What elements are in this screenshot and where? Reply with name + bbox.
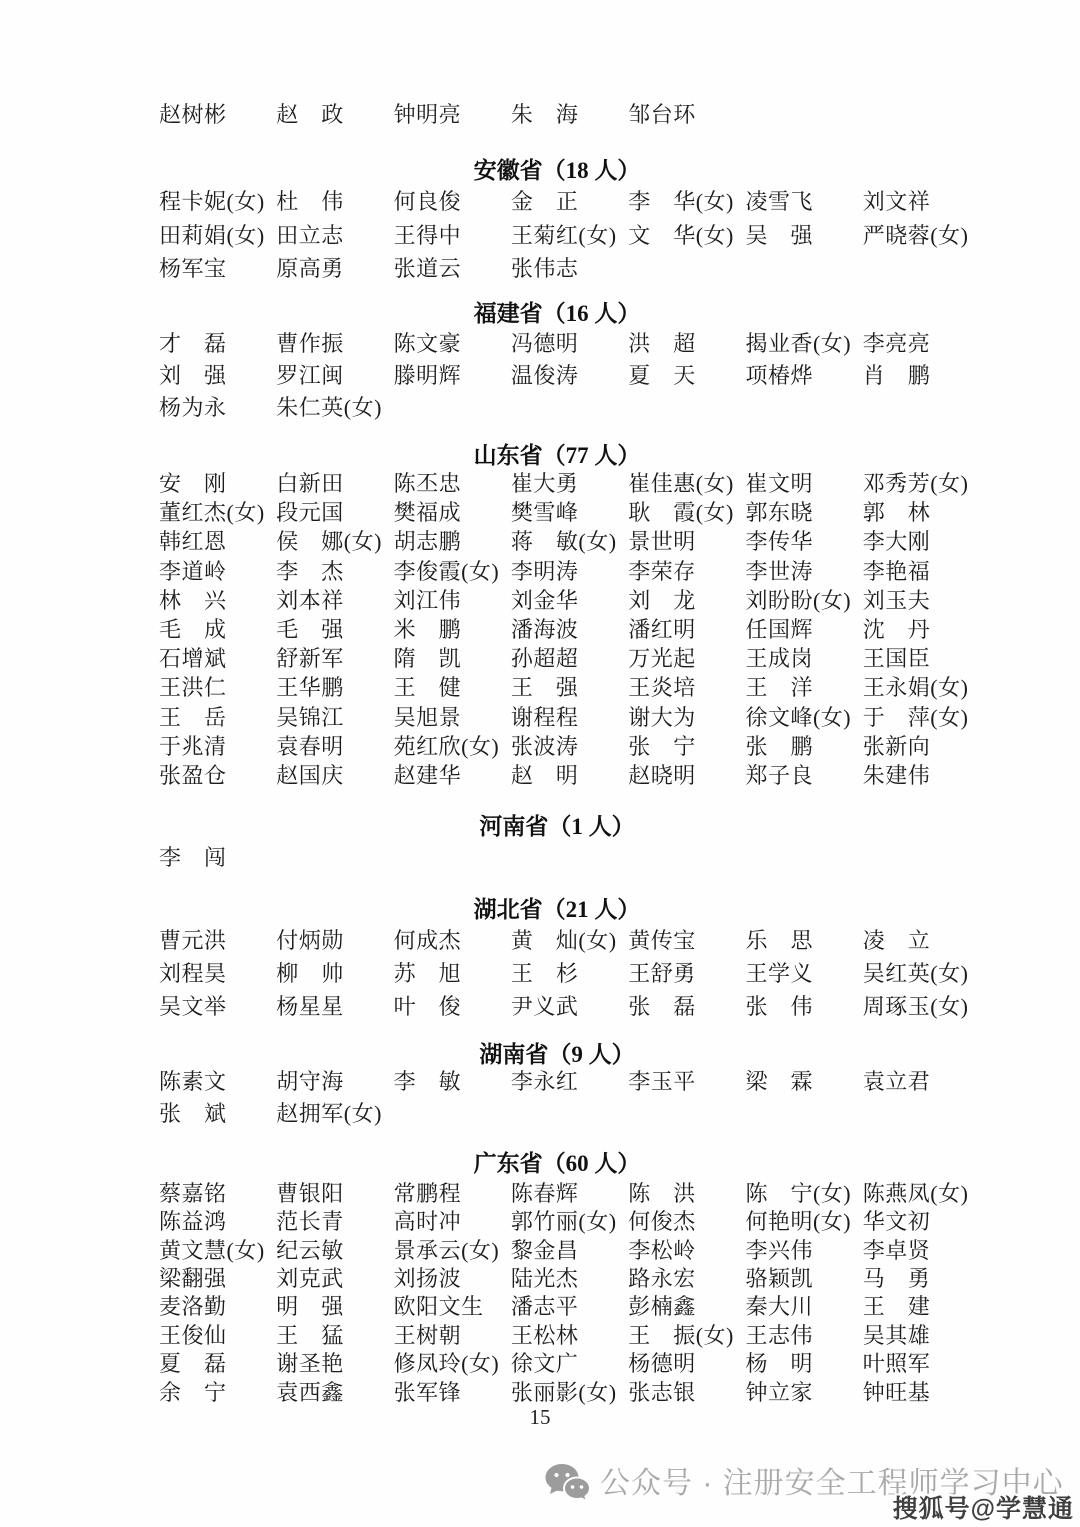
person-name: 张 伟	[745, 993, 813, 1019]
wechat-banner-label: 公众号 · 注册安全工程师学习中心	[600, 1467, 1064, 1500]
name-row	[159, 1070, 980, 1094]
person-name: 陈燕凤(女)	[862, 1180, 969, 1206]
name-rows	[159, 190, 980, 281]
person-name	[511, 846, 628, 870]
name-row	[159, 103, 980, 127]
person-name: 王俊仙	[159, 1322, 227, 1348]
person-name: 舒新军	[276, 646, 344, 672]
person-name: 安 刚	[159, 471, 227, 496]
person-name: 曹作振	[276, 331, 344, 356]
person-name: 骆颖凯	[745, 1266, 813, 1292]
person-name: 王舒勇	[628, 960, 696, 986]
name-row	[159, 530, 980, 554]
person-name: 陈 宁(女)	[745, 1180, 852, 1206]
person-name: 王学义	[745, 960, 813, 986]
person-name: 林 兴	[159, 587, 227, 613]
person-name: 崔大勇	[510, 471, 579, 496]
person-name: 刘江伟	[393, 587, 462, 613]
person-name: 王 杉	[510, 960, 579, 986]
person-name: 赵晓明	[628, 762, 696, 788]
person-name: 路永宏	[628, 1266, 696, 1292]
section-hunan	[159, 1042, 980, 1126]
person-name	[745, 846, 862, 870]
name-rows	[159, 1070, 980, 1126]
name-row	[159, 846, 980, 870]
name-row	[159, 1381, 980, 1405]
name-row	[159, 1324, 980, 1348]
person-name: 王树朝	[393, 1322, 462, 1348]
person-name: 王 振(女)	[628, 1322, 734, 1348]
section-shandong	[159, 443, 980, 788]
province-name-list	[159, 0, 980, 1409]
person-name	[745, 1102, 862, 1126]
sohu-watermark: 搜狐号@学慧通	[892, 1495, 1074, 1523]
person-name: 凌雪飞	[745, 189, 813, 214]
person-name: 吴其雄	[862, 1322, 931, 1348]
person-name: 苑红欣(女)	[393, 733, 500, 759]
person-name: 于兆清	[159, 733, 227, 759]
person-name: 黄文慧(女)	[159, 1237, 265, 1263]
person-name	[511, 1102, 628, 1126]
person-name	[628, 846, 745, 870]
person-name: 毛 成	[159, 616, 227, 642]
person-name: 赵国庆	[276, 762, 344, 788]
section-title: 湖南省（9 人）	[479, 1041, 635, 1067]
person-name: 黎金昌	[510, 1237, 579, 1263]
person-name: 王华鹏	[276, 675, 344, 701]
section-fujian	[159, 301, 980, 420]
person-name: 王 猛	[276, 1322, 344, 1348]
person-name: 文 华(女)	[628, 222, 734, 248]
person-name: 梁 霖	[745, 1068, 813, 1094]
person-name: 柳 帅	[276, 960, 344, 986]
person-name: 刘本祥	[276, 587, 344, 613]
person-name: 潘海波	[510, 616, 579, 642]
name-row	[159, 676, 980, 700]
person-name: 樊福成	[393, 500, 462, 526]
name-row	[159, 589, 980, 613]
person-name: 隋 凯	[393, 646, 462, 672]
name-row	[159, 735, 980, 759]
person-name: 梁翻强	[159, 1266, 227, 1292]
name-row	[159, 1210, 980, 1234]
section-previous-province-continued	[159, 103, 980, 127]
person-name: 张丽影(女)	[510, 1379, 617, 1405]
person-name: 杜 伟	[276, 189, 344, 214]
section-title: 广东省（60 人）	[473, 1150, 641, 1176]
person-name: 付炳勋	[276, 927, 344, 953]
name-row	[159, 929, 980, 953]
name-row	[159, 618, 980, 642]
person-name: 洪 超	[628, 331, 696, 356]
person-name: 欧阳文生	[393, 1294, 484, 1320]
person-name	[394, 396, 511, 420]
person-name: 何成杰	[393, 927, 462, 953]
section-guangdong	[159, 1151, 980, 1405]
person-name: 张志银	[628, 1379, 696, 1405]
person-name: 孙超超	[510, 646, 579, 672]
person-name: 杨星星	[276, 993, 344, 1019]
person-name: 张伟志	[510, 256, 579, 281]
person-name: 袁立君	[862, 1068, 931, 1094]
person-name: 刘文祥	[862, 189, 931, 214]
section-henan	[159, 814, 980, 870]
name-row	[159, 472, 980, 496]
name-row	[159, 364, 980, 388]
name-row	[159, 1182, 980, 1206]
name-row	[159, 1102, 980, 1126]
person-name: 胡志鹏	[393, 529, 462, 555]
section-hubei	[159, 897, 980, 1019]
person-name: 陈文豪	[393, 331, 462, 356]
person-name: 陆光杰	[510, 1266, 579, 1292]
person-name: 张道云	[393, 256, 462, 281]
person-name: 刘盼盼(女)	[745, 587, 852, 613]
person-name: 徐文峰(女)	[745, 704, 852, 730]
person-name: 李荣存	[628, 558, 696, 584]
person-name: 赵建华	[393, 762, 462, 788]
name-rows	[159, 103, 980, 127]
person-name: 刘玉夫	[862, 587, 931, 613]
person-name: 赵 政	[276, 102, 344, 127]
person-name: 张 斌	[159, 1100, 227, 1126]
person-name: 冯德明	[510, 331, 579, 356]
person-name: 李松岭	[628, 1237, 696, 1263]
person-name: 陈丕忠	[393, 471, 462, 496]
person-name: 侯 娜(女)	[276, 529, 382, 555]
person-name: 杨德明	[628, 1351, 696, 1377]
person-name: 王 建	[862, 1294, 931, 1320]
name-row	[159, 1295, 980, 1319]
section-title: 湖北省（21 人）	[473, 896, 641, 922]
person-name: 李大刚	[862, 529, 931, 555]
person-name: 于 萍(女)	[862, 704, 969, 730]
person-name: 何艳明(女)	[745, 1209, 852, 1235]
person-name: 邓秀芳(女)	[862, 471, 969, 496]
person-name: 常鹏程	[393, 1180, 462, 1206]
person-name: 张新向	[862, 733, 931, 759]
person-name: 王永娟(女)	[862, 675, 969, 701]
name-rows	[159, 472, 980, 788]
person-name: 钟明亮	[393, 102, 462, 127]
person-name: 李世涛	[745, 558, 813, 584]
name-row	[159, 332, 980, 356]
person-name: 马 勇	[862, 1266, 931, 1292]
person-name: 赵树彬	[159, 102, 227, 127]
person-name: 吴旭景	[393, 704, 462, 730]
person-name: 李永红	[510, 1068, 579, 1094]
person-name: 曹银阳	[276, 1180, 344, 1206]
person-name: 崔佳惠(女)	[628, 471, 734, 496]
name-row	[159, 224, 980, 248]
person-name: 刘程昊	[159, 960, 227, 986]
person-name: 陈素文	[159, 1068, 227, 1094]
person-name: 彭楠鑫	[628, 1294, 696, 1320]
person-name: 李 闯	[159, 844, 227, 870]
person-name: 李卓贤	[862, 1237, 931, 1263]
person-name: 杨为永	[159, 395, 227, 420]
person-name: 石增斌	[159, 646, 227, 672]
person-name: 万光起	[628, 646, 696, 672]
person-name: 刘扬波	[393, 1266, 462, 1292]
person-name: 肖 鹏	[862, 363, 931, 388]
person-name: 李玉平	[628, 1068, 696, 1094]
person-name	[863, 257, 980, 281]
name-rows	[159, 1182, 980, 1405]
person-name: 王松林	[510, 1322, 579, 1348]
person-name: 郑子良	[745, 762, 813, 788]
name-row	[159, 706, 980, 730]
person-name: 秦大川	[745, 1294, 813, 1320]
name-rows	[159, 846, 980, 870]
person-name	[863, 396, 980, 420]
person-name: 潘红明	[628, 616, 696, 642]
name-row	[159, 396, 980, 420]
person-name: 张军锋	[393, 1379, 462, 1405]
person-name: 麦洛勤	[159, 1294, 227, 1320]
person-name: 何俊杰	[628, 1209, 696, 1235]
person-name: 杨军宝	[159, 256, 227, 281]
person-name: 米 鹏	[393, 616, 462, 642]
person-name: 赵 明	[510, 762, 579, 788]
person-name: 夏 天	[628, 363, 696, 388]
person-name: 毛 强	[276, 616, 344, 642]
person-name: 李 华(女)	[628, 189, 734, 214]
person-name: 凌 立	[862, 927, 931, 953]
name-rows	[159, 332, 980, 420]
person-name: 王国臣	[862, 646, 931, 672]
person-name: 温俊涛	[510, 363, 579, 388]
person-name: 纪云敏	[276, 1237, 344, 1263]
person-name: 严晓蓉(女)	[862, 222, 969, 248]
section-anhui	[159, 158, 980, 281]
person-name: 王洪仁	[159, 675, 227, 701]
person-name: 徐文广	[510, 1351, 579, 1377]
person-name	[745, 103, 862, 127]
person-name: 王炎培	[628, 675, 696, 701]
person-name: 王 强	[510, 675, 579, 701]
name-row	[159, 501, 980, 525]
name-row	[159, 764, 980, 788]
person-name: 李道岭	[159, 558, 227, 584]
person-name	[745, 396, 862, 420]
person-name: 李兴伟	[745, 1237, 813, 1263]
person-name	[511, 396, 628, 420]
person-name: 滕明辉	[393, 363, 462, 388]
person-name: 谢大为	[628, 704, 696, 730]
person-name: 明 强	[276, 1294, 344, 1320]
person-name: 王得中	[393, 222, 462, 248]
person-name: 白新田	[276, 471, 344, 496]
person-name	[394, 846, 511, 870]
person-name: 李 敏	[393, 1068, 462, 1094]
person-name: 景世明	[628, 529, 696, 555]
person-name: 刘克武	[276, 1266, 344, 1292]
person-name: 何良俊	[393, 189, 462, 214]
person-name: 张 磊	[628, 993, 696, 1019]
person-name: 樊雪峰	[510, 500, 579, 526]
person-name: 袁西鑫	[276, 1379, 344, 1405]
person-name: 钟旺基	[862, 1379, 931, 1405]
person-name: 吴锦江	[276, 704, 344, 730]
person-name: 叶 俊	[393, 993, 462, 1019]
person-name: 沈 丹	[862, 616, 931, 642]
person-name: 苏 旭	[393, 960, 462, 986]
person-name: 崔文明	[745, 471, 813, 496]
person-name: 蒋 敏(女)	[510, 529, 617, 555]
person-name: 李明涛	[510, 558, 579, 584]
person-name: 张 鹏	[745, 733, 813, 759]
person-name: 李传华	[745, 529, 813, 555]
person-name: 罗江闽	[276, 363, 344, 388]
section-title: 福建省（16 人）	[473, 301, 641, 326]
person-name: 张 宁	[628, 733, 696, 759]
person-name: 李艳福	[862, 558, 931, 584]
person-name	[628, 396, 745, 420]
person-name: 潘志平	[510, 1294, 579, 1320]
person-name: 刘金华	[510, 587, 579, 613]
person-name: 乐 思	[745, 927, 813, 953]
person-name	[628, 1102, 745, 1126]
person-name: 修凤玲(女)	[393, 1351, 500, 1377]
person-name: 陈益鸿	[159, 1209, 227, 1235]
person-name: 田立志	[276, 222, 344, 248]
name-rows	[159, 929, 980, 1019]
person-name: 郭竹丽(女)	[510, 1209, 617, 1235]
person-name: 景承云(女)	[393, 1237, 500, 1263]
person-name	[863, 846, 980, 870]
person-name: 黄传宝	[628, 927, 696, 953]
person-name: 吴文举	[159, 993, 227, 1019]
person-name: 杨 明	[745, 1351, 813, 1377]
person-name: 陈春辉	[510, 1180, 579, 1206]
person-name: 任国辉	[745, 616, 813, 642]
person-name: 谢程程	[510, 704, 579, 730]
person-name: 黄 灿(女)	[510, 927, 617, 953]
person-name: 郭 林	[862, 500, 931, 526]
person-name: 董红杰(女)	[159, 500, 265, 526]
name-row	[159, 190, 980, 214]
person-name: 揭业香(女)	[745, 331, 852, 356]
person-name: 张盈仓	[159, 762, 227, 788]
person-name: 王成岗	[745, 646, 813, 672]
section-title: 山东省（77 人）	[473, 443, 641, 468]
person-name: 刘 强	[159, 363, 227, 388]
name-row	[159, 560, 980, 584]
name-row	[159, 995, 980, 1019]
person-name: 吴红英(女)	[862, 960, 969, 986]
person-name: 王 健	[393, 675, 462, 701]
person-name: 王 岳	[159, 704, 227, 730]
person-name: 程卡妮(女)	[159, 189, 265, 214]
person-name: 夏 磊	[159, 1351, 227, 1377]
person-name	[745, 257, 862, 281]
person-name: 张波涛	[510, 733, 579, 759]
person-name: 李亮亮	[862, 331, 931, 356]
person-name: 郭东晓	[745, 500, 813, 526]
person-name: 段元国	[276, 500, 344, 526]
person-name: 胡守海	[276, 1068, 344, 1094]
person-name: 原高勇	[276, 256, 344, 281]
person-name: 陈 洪	[628, 1180, 696, 1206]
person-name: 谢圣艳	[276, 1351, 344, 1377]
person-name: 钟立家	[745, 1379, 813, 1405]
person-name	[863, 103, 980, 127]
person-name: 邹台环	[628, 102, 696, 127]
person-name: 蔡嘉铭	[159, 1180, 227, 1206]
person-name: 朱仁英(女)	[276, 395, 382, 420]
person-name: 余 宁	[159, 1379, 227, 1405]
person-name: 袁春明	[276, 733, 344, 759]
name-row	[159, 1352, 980, 1376]
person-name: 王志伟	[745, 1322, 813, 1348]
person-name: 朱 海	[510, 102, 579, 127]
person-name: 曹元洪	[159, 927, 227, 953]
name-row	[159, 647, 980, 671]
person-name	[628, 257, 745, 281]
person-name: 金 正	[510, 189, 579, 214]
name-row	[159, 1267, 980, 1291]
person-name: 李俊霞(女)	[393, 558, 500, 584]
person-name: 尹义武	[510, 993, 579, 1019]
person-name: 王菊红(女)	[510, 222, 617, 248]
person-name	[863, 1102, 980, 1126]
person-name: 周琢玉(女)	[862, 993, 969, 1019]
person-name	[276, 846, 393, 870]
section-title: 安徽省（18 人）	[473, 158, 641, 183]
wechat-icon	[544, 1463, 590, 1505]
person-name: 项椿烨	[745, 363, 813, 388]
page-number: 15	[529, 1405, 551, 1429]
person-name: 李 杰	[276, 558, 344, 584]
person-name: 耿 霞(女)	[628, 500, 734, 526]
name-row	[159, 962, 980, 986]
section-title: 河南省（1 人）	[479, 813, 635, 839]
name-row	[159, 257, 980, 281]
person-name	[394, 1102, 511, 1126]
person-name: 刘 龙	[628, 587, 696, 613]
person-name: 高时冲	[393, 1209, 462, 1235]
person-name: 才 磊	[159, 331, 227, 356]
person-name: 范长青	[276, 1209, 344, 1235]
name-row	[159, 1239, 980, 1263]
person-name: 韩红恩	[159, 529, 227, 555]
person-name: 叶照军	[862, 1351, 931, 1377]
person-name: 田莉娟(女)	[159, 222, 265, 248]
person-name: 华文初	[862, 1209, 931, 1235]
person-name: 赵拥军(女)	[276, 1100, 382, 1126]
person-name: 吴 强	[745, 222, 813, 248]
person-name: 朱建伟	[862, 762, 931, 788]
person-name: 王 洋	[745, 675, 813, 701]
